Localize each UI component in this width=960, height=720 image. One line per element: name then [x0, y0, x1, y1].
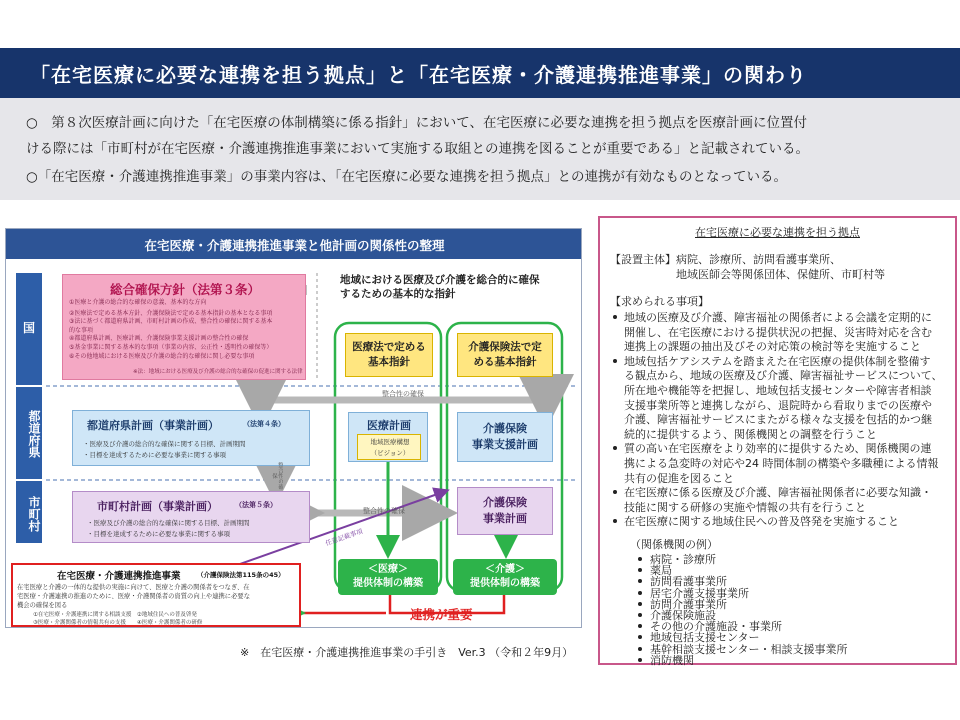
- footnote: ※ 在宅医療・介護連携推進事業の手引き Ver.3 （令和２年9月）: [240, 646, 574, 659]
- shichoson-plan-line-2: ・目標を達成するために必要な事業に関する事項: [87, 530, 230, 538]
- kankei-kikan-item: 病院・診療所: [650, 553, 716, 566]
- level-label-shichoson: 市町村: [27, 496, 41, 532]
- kikan-bullet-dot: [638, 591, 642, 595]
- bullet-dot: [613, 359, 617, 363]
- todofuken-plan-title: 都道府県計画（事業計画）: [87, 419, 219, 432]
- requirement-line: 技能に関する研修の実施や情報の共有を行うこと: [624, 500, 866, 514]
- diagram-title: 在宅医療・介護連携推進事業と他計画の関係性の整理: [144, 238, 445, 253]
- kankei-kikan-item: 消防機関: [650, 653, 694, 667]
- kankei-kikan-item: 訪問看護事業所: [650, 575, 727, 589]
- suishin-jigyo-line-2: 宅医療・介護連携の推進のために、医療・介護関係者の資質の向上や連携に必要な: [17, 593, 250, 600]
- sogo-kakuho-line-5: ④都道府県計画、医療計画、介護保険事業支援計画の整合性の確保: [69, 335, 249, 343]
- kaigo-shien-keikaku-box: 介護保険 事業支援計画: [457, 412, 553, 462]
- todofuken-plan-line-1: ・医療及び介護の総合的な確保に関する目標、計画期間: [83, 440, 246, 448]
- shichoson-plan-law: （法第５条）: [235, 501, 277, 509]
- requirement-line: 地域の医療及び介護、障害福祉の関係者による会議を定期的に: [624, 311, 932, 324]
- level-label-todofuken: 都道府県: [27, 410, 41, 458]
- kankei-kikan-item: その他の介護施設・事業所: [650, 620, 782, 634]
- requirement-line: 共有の促進を図ること: [624, 471, 734, 485]
- requirement-line: 在宅医療に係る医療及び介護、障害福祉関係者に必要な知識・: [624, 486, 932, 500]
- suishin-jigyo-title: 在宅医療・介護連携推進事業: [57, 571, 181, 582]
- chiiki-iryo-koso-label: 地域医療構想: [370, 438, 410, 446]
- sogo-kakuho-title: 総合確保方針（法第３条）: [109, 282, 260, 297]
- sogo-kakuho-box: [62, 274, 306, 380]
- suishin-jigyo-item-1: ①在宅医療・介護連携に関する相談支援 ②地域住民への普及啓発: [33, 612, 197, 618]
- sogo-kakuho-note: ※法：地域における医療及び介護の総合的な確保の促進に関する法律: [133, 369, 303, 375]
- bullet-dot: [613, 446, 617, 450]
- requirement-line: 在宅医療に関する地域住民への普及啓発を実施すること: [624, 515, 899, 529]
- vision-label: （ビジョン）: [370, 449, 410, 457]
- requirement-line: 開催し、在宅医療における提供状況の把握、災害時対応を含む: [624, 325, 932, 339]
- sogo-kakuho-line-2: ②医療法で定める基本方針、介護保険法で定める基本指針の基本となる事項: [69, 309, 273, 317]
- shichoson-plan-box: [72, 491, 310, 543]
- motomerareru-jiko-label: 【求められる事項】: [610, 295, 709, 308]
- kikan-bullet-dot: [638, 613, 642, 617]
- kankei-kikan-item: 介護保険施設: [650, 609, 716, 622]
- sogo-kakuho-line-6: ⑤基金事業に関する基本的な事項（事業の内容、公正性・透明性の確保等）: [69, 344, 273, 351]
- suishin-jigyo-item-2: ③医療・介護関係者の情報共有の支援 ④医療・介護関係者の研修: [33, 620, 203, 626]
- requirement-line: 続的に提供するよう、関係機関との調整を行うこと: [624, 427, 877, 441]
- intro-panel: [0, 98, 960, 200]
- seigo-label-top: 整合性の確保: [382, 390, 424, 398]
- title-bar: [0, 48, 960, 98]
- kaigo-shishin-box: 介護保険法で定 める基本指針: [457, 333, 553, 377]
- intro-line-1: ○ 第８次医療計画に向けた「在宅医療の体制構築に係る指針」において、在宅医療に必要な連携を担う拠点を医療計画に位置付: [26, 115, 808, 131]
- kikan-bullet-dot: [638, 635, 642, 639]
- requirement-line: 連携上の課題の抽出及びその対応策の検討等を実施すること: [624, 340, 921, 354]
- sogo-kakuho-line-4: 的な事項: [69, 326, 94, 334]
- shichoson-plan-title: 市町村計画（事業計画）: [97, 500, 218, 513]
- kikan-bullet-dot: [638, 557, 642, 561]
- kyoten-panel: [598, 216, 957, 665]
- iryo-shishin-box: 医療法で定める 基本指針: [345, 333, 433, 377]
- kankei-kikan-item: 訪問介護事業所: [650, 597, 727, 611]
- kaigo-teikyo-taisei-box: ＜介護＞ 提供体制の構築: [453, 559, 557, 595]
- kankei-kikan-label: （関係機関の例）: [630, 538, 718, 551]
- kikan-bullet-dot: [638, 658, 642, 662]
- kankei-kikan-item: 地域包括支援センター: [650, 631, 760, 645]
- sogo-kakuho-line-3: ③法に基づく都道府県計画、市町村計画の作成、整合性の確保に関する基本: [69, 318, 273, 326]
- suishin-jigyo-box: [11, 563, 301, 627]
- iryo-keikaku-box: [348, 412, 428, 462]
- bullet-dot: [613, 519, 617, 523]
- chiiki-iryo-koso-box: [357, 434, 421, 460]
- seigo-label-bottom: 整合性の確保: [363, 507, 405, 515]
- requirement-line: 地域包括ケアシステムを踏まえた在宅医療の提供体制を整備す: [624, 354, 931, 368]
- requirement-line: 質の高い在宅医療をより効率的に提供するため、関係機関の連: [624, 442, 932, 456]
- kyoten-title: 在宅医療に必要な連携を担う拠点: [695, 226, 860, 239]
- todofuken-plan-line-2: ・目標を達成するために必要な事業に関する事項: [83, 451, 226, 459]
- kaigo-jigyo-keikaku-box: 介護保険 事業計画: [457, 487, 553, 535]
- bullet-dot: [613, 490, 617, 494]
- requirement-line: 所在地や機能等を把握し、地域包括支援センターや障害者相談: [624, 384, 932, 397]
- intro-line-2: ける際には「市町村が在宅医療・介護連携推進事業において実施する取組との連携を図ることが重要である」と記載されている。: [26, 141, 809, 157]
- relationship-diagram: [5, 228, 582, 628]
- kihon-houshin-label: 地域における医療及び介護を総合的に確保 するための基本的な指針: [340, 274, 540, 300]
- bullet-dot: [613, 315, 617, 319]
- kikan-bullet-dot: [638, 647, 642, 651]
- shichoson-plan-line-1: ・医療及び介護の総合的な確保に関する目標、計画期間: [87, 519, 250, 527]
- requirement-line: 携による急変時の対応や24 時間体制の構築や多職種による情報: [624, 457, 939, 470]
- kankei-kikan-item: 薬局: [650, 564, 672, 578]
- setchi-shutai-line-2: 地域医師会等関係団体、保健所、市町村等: [676, 268, 885, 281]
- ninni-kisai-label: 任意記載事項: [324, 527, 364, 548]
- iryo-teikyo-taisei-box: ＜医療＞ 提供体制の構築: [338, 559, 438, 595]
- kikan-bullet-dot: [638, 602, 642, 606]
- setchi-shutai-line-1: 【設置主体】病院、診療所、訪問看護事業所、: [610, 253, 841, 266]
- level-label-kuni: 国: [22, 321, 35, 335]
- sogo-kakuho-line-7: ⑥その他地域における医療及び介護の総合的な確保に関し必要な事項: [69, 352, 255, 360]
- todofuken-plan-box: [72, 410, 310, 466]
- kikan-bullet-dot: [638, 568, 642, 572]
- kankei-kikan-item: 基幹相談支援センター・相談支援事業所: [650, 642, 848, 656]
- sogo-kakuho-line-1: ①医療と介護の総合的な確保の意義、基本的な方向: [69, 299, 207, 306]
- suishin-jigyo-line-3: 機会の確保を図る: [17, 602, 68, 609]
- requirement-line: 支援事業所等と連携しながら、退院時から看取りまでの医療や: [624, 398, 932, 412]
- renkei-ga-juyo-label: 連携が重要: [410, 607, 473, 622]
- todofuken-plan-law: （法第４条）: [243, 420, 285, 428]
- seigo-label-vertical: 整合性の確保: [271, 462, 283, 490]
- kankei-kikan-item: 居宅介護支援事業所: [650, 586, 749, 600]
- suishin-jigyo-law: （介護保険法第115条の45）: [197, 571, 285, 579]
- kikan-bullet-dot: [638, 579, 642, 583]
- requirement-line: る観点から、地域の医療及び介護、障害福祉サービスについて、: [624, 369, 943, 383]
- page-title: 「在宅医療に必要な連携を担う拠点」と「在宅医療・介護連携推進事業」の関わり: [30, 63, 807, 87]
- intro-line-3: ○「在宅医療・介護連携推進事業」の事業内容は、「在宅医療に必要な連携を担う拠点」との連携が有効なものとなっている。: [26, 169, 788, 185]
- iryo-keikaku-title: 医療計画: [367, 419, 411, 432]
- kikan-bullet-dot: [638, 624, 642, 628]
- suishin-jigyo-line-1: 在宅医療と介護の一体的な提供の実施に向けて、医療と介護の関係者をつなぎ、在: [17, 584, 250, 591]
- requirement-line: 介護、障害福祉サービスにまたがる様々な支援を包括的かつ継: [624, 413, 932, 427]
